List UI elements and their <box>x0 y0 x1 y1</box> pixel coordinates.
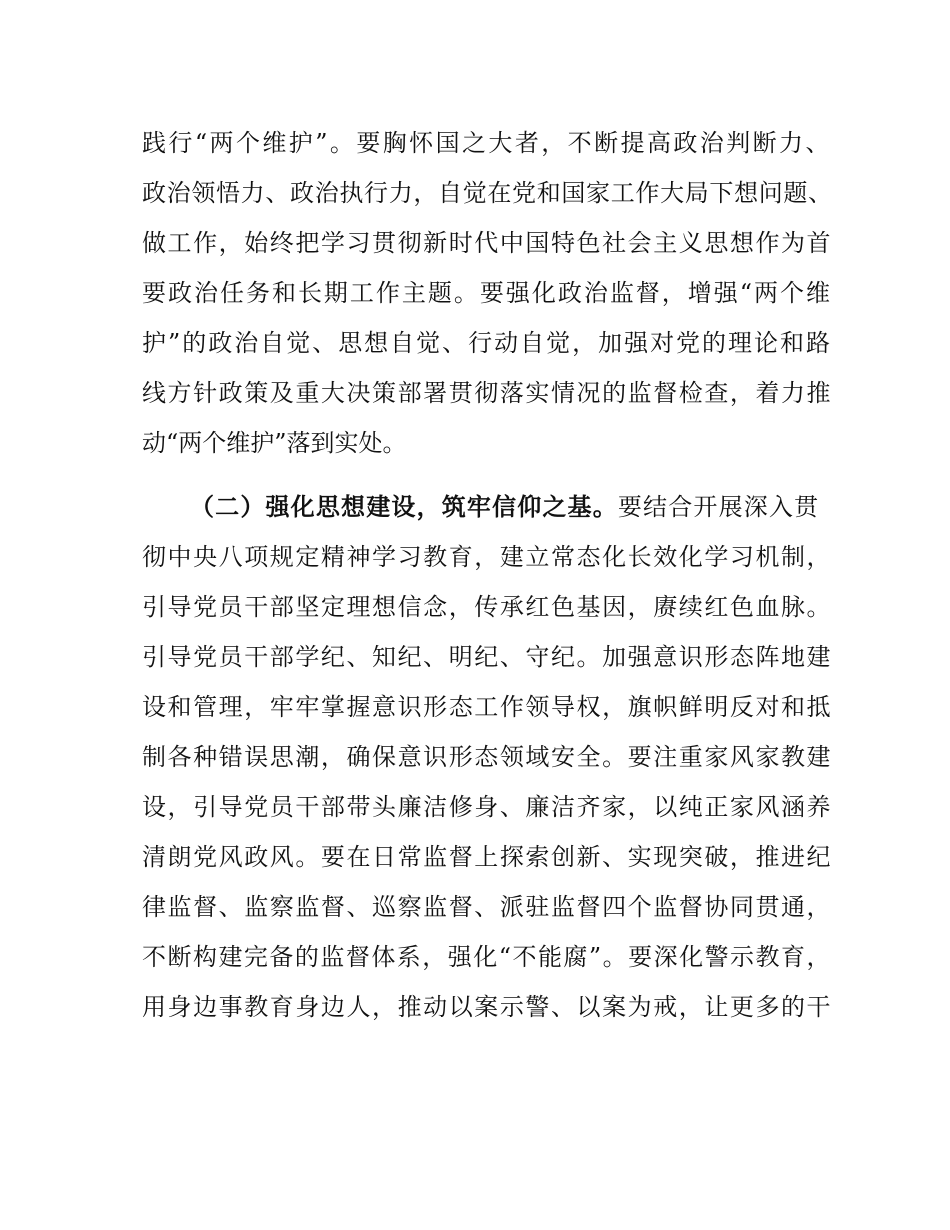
text-line: 政治领悟力、政治执行力，自觉在党和国家工作大局下想问题、 <box>142 179 833 207</box>
text-line-first <box>190 492 819 522</box>
text-line: 引导党员干部坚定理想信念，传承红色基因，赓续红色血脉。 <box>142 593 833 621</box>
text-line: 彻中央八项规定精神学习教育，建立常态化长效化学习机制， <box>142 543 833 571</box>
text-line: 动“两个维护”落到实处。 <box>142 429 407 457</box>
text-line: 设，引导党员干部带头廉洁修身、廉洁齐家，以纯正家风涵养 <box>142 793 833 821</box>
text-line: 要政治任务和长期工作主题。要强化政治监督，增强“两个维 <box>142 279 832 307</box>
heading-line-rest: 要结合开展深入贯 <box>617 493 820 521</box>
text-line: 不断构建完备的监督体系，强化“不能腐”。要深化警示教育， <box>142 943 832 971</box>
text-line: 护”的政治自觉、思想自觉、行动自觉，加强对党的理论和路 <box>142 329 832 357</box>
text-line: 用身边事教育身边人，推动以案示警、以案为戒，让更多的干 <box>142 993 833 1021</box>
text-line: 律监督、监察监督、巡察监督、派驻监督四个监督协同贯通， <box>142 893 833 921</box>
text-line: 践行“两个维护”。要胸怀国之大者，不断提高政治判断力、 <box>142 129 832 157</box>
text-line: 线方针政策及重大决策部署贯彻落实情况的监督检查，着力推 <box>142 379 833 407</box>
text-line: 引导党员干部学纪、知纪、明纪、守纪。加强意识形态阵地建 <box>142 643 833 671</box>
text-line: 制各种错误思潮，确保意识形态领域安全。要注重家风家教建 <box>142 743 833 771</box>
text-line: 清朗党风政风。要在日常监督上探索创新、实现突破，推进纪 <box>142 843 833 871</box>
section-heading: （二）强化思想建设，筑牢信仰之基。 <box>190 493 618 521</box>
text-line: 设和管理，牢牢掌握意识形态工作领导权，旗帜鲜明反对和抵 <box>142 693 833 721</box>
text-line: 做工作，始终把学习贯彻新时代中国特色社会主义思想作为首 <box>142 229 833 257</box>
